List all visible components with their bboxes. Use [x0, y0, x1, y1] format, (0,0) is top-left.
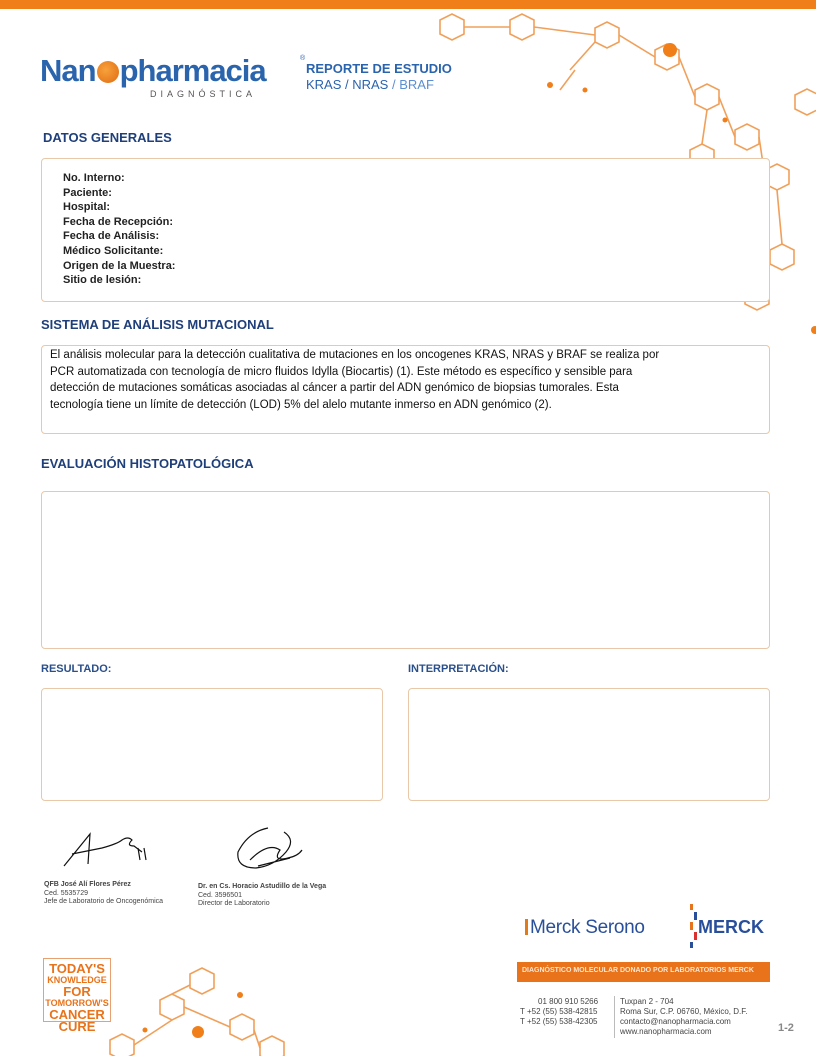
contact-email: contacto@nanopharmacia.com — [620, 1017, 731, 1026]
report-genes-main: KRAS / NRAS — [306, 77, 389, 92]
merck-serono-logo — [525, 917, 645, 939]
signature-1-block — [44, 881, 163, 907]
contact-address — [620, 997, 747, 1037]
field-sitio-lesion: Sitio de lesión: — [63, 274, 142, 287]
signature-1-role: Jefe de Laboratorio de Oncogenómica — [44, 898, 164, 905]
field-paciente: Paciente: — [63, 186, 112, 199]
nanopharmacia-logo — [40, 53, 306, 100]
page-number: 1-2 — [778, 1022, 794, 1034]
contact-divider — [614, 996, 615, 1038]
badge-line: CURE — [58, 1018, 96, 1034]
contact-website: www.nanopharmacia.com — [620, 1027, 712, 1036]
section-sistema-analisis: SISTEMA DE ANÁLISIS MUTACIONAL — [41, 317, 274, 332]
analysis-line: El análisis molecular para la detección cualitativa de mutaciones en los oncogenes KRAS, NRAS y BRAF se realiza por — [50, 349, 660, 361]
logo-wordmark: Nan pharmacia — [40, 53, 266, 88]
report-header — [306, 61, 452, 92]
analysis-line: PCR automatizada con tecnología de micro fluidos Idylla (Biocartis) (1). Este método es específico y sensible para — [50, 365, 633, 378]
field-no-interno: No. Interno: — [63, 172, 125, 184]
resultado-box — [41, 688, 383, 801]
evaluacion-box — [41, 491, 770, 649]
donation-banner — [517, 962, 770, 982]
signature-1-name: QFB José Alí Flores Pérez — [44, 881, 131, 888]
field-fecha-analisis: Fecha de Análisis: — [63, 230, 160, 243]
badge-line: KNOWLEDGE — [47, 974, 107, 985]
contact-phone: T +52 (55) 538-42305 — [520, 1017, 598, 1026]
molecule-decoration-bottom — [100, 960, 300, 1056]
section-resultado: RESULTADO: — [41, 663, 112, 675]
signature-2-name: Dr. en Cs. Horacio Astudillo de la Vega — [198, 883, 327, 890]
badge-line: CANCER — [49, 1007, 105, 1022]
logo-trademark: ® — [300, 55, 306, 62]
contact-phones — [520, 997, 598, 1027]
report-title: REPORTE DE ESTUDIO — [306, 61, 452, 76]
signature-2-role: Director de Laboratorio — [198, 900, 270, 907]
general-fields-list — [63, 171, 175, 288]
address-city: Roma Sur, C.P. 06760, México, D.F. — [620, 1007, 748, 1016]
analysis-description — [50, 347, 700, 413]
analysis-line: detección de mutaciones somáticas asociadas al cáncer a partir del ADN genómico de biopsias tumorales. Esta — [50, 382, 619, 394]
merck-serono-text: Merck Serono — [530, 917, 645, 938]
merck-logo — [688, 904, 764, 953]
contact-phone: 01 800 910 5266 — [538, 997, 599, 1006]
field-origen-muestra: Origen de la Muestra: — [63, 259, 176, 272]
signature-2-block — [198, 883, 326, 909]
badge-line: TOMORROW'S — [45, 997, 109, 1008]
badge-line: TODAY'S — [49, 961, 105, 976]
report-genes-extra: / BRAF — [391, 77, 434, 92]
logo-subtitle: DIAGNÓSTICA — [150, 89, 257, 99]
contact-phone: T +52 (55) 538-42815 — [520, 1007, 598, 1016]
donation-banner-text: DIAGNÓSTICO MOLECULAR DONADO POR LABORATORIOS MERCK — [522, 967, 754, 974]
address-street: Tuxpan 2 - 704 — [620, 997, 674, 1006]
section-evaluacion: EVALUACIÓN HISTOPATOLÓGICA — [41, 456, 254, 471]
field-medico-solicitante: Médico Solicitante: — [63, 244, 164, 257]
section-datos-generales: DATOS GENERALES — [43, 130, 172, 145]
section-interpretacion: INTERPRETACIÓN: — [408, 663, 509, 675]
globe-icon — [97, 61, 119, 83]
badge-line: FOR — [63, 984, 91, 999]
merck-text: MERCK — [698, 917, 764, 937]
interpretacion-box — [408, 688, 770, 801]
signature-1-image — [62, 826, 162, 872]
report-genes — [306, 77, 452, 92]
signature-1-cedula: Ced. 5535729 — [44, 889, 88, 897]
analysis-line: tecnología tiene un límite de detección (LOD) 5% del alelo mutante inmerso en ADN genómico (2). — [50, 398, 552, 411]
signature-2-cedula: Ced. 3596501 — [198, 891, 242, 899]
merck-serono-bar-icon — [525, 919, 528, 935]
field-hospital: Hospital: — [63, 201, 111, 214]
signature-2-image — [228, 822, 308, 876]
todays-knowledge-badge — [43, 958, 111, 1034]
field-fecha-recepcion: Fecha de Recepción: — [63, 215, 174, 228]
